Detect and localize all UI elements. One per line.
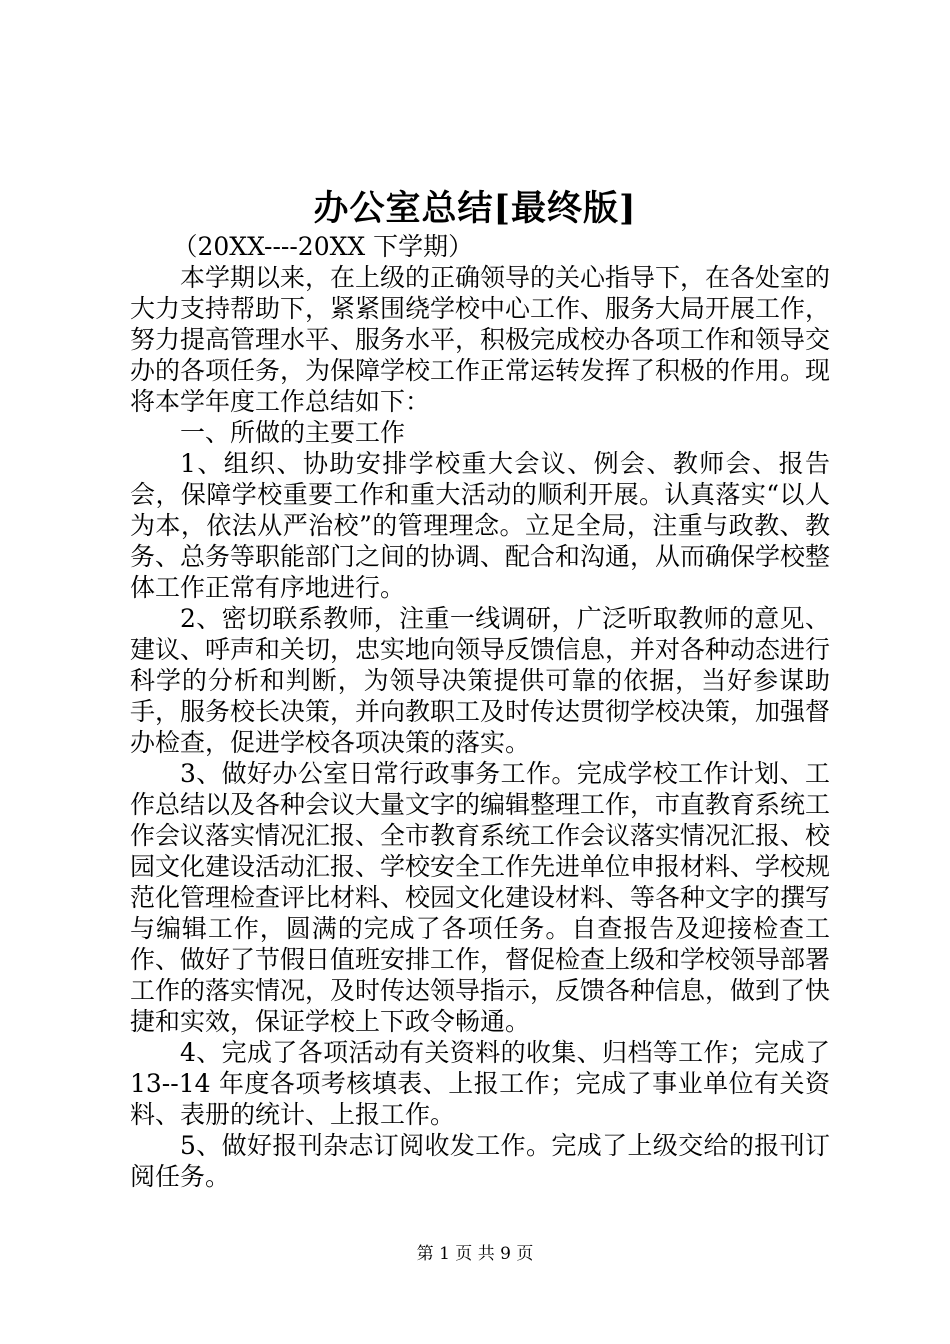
paragraph-intro: 本学期以来，在上级的正确领导的关心指导下，在各处室的大力支持帮助下，紧紧围绕学校中心工作、服务大局开展工作，努力提高管理水平、服务水平，积极完成校办各项工作和领导交办的各项任务，为保障学校工作正常运转发挥了积极的作用。现将本学年度工作总结如下： [130,263,831,416]
page-footer: 第 1 页 共 9 页 [416,1244,534,1264]
section-heading: 一、所做的主要工作 [180,418,406,447]
document-title: 办公室总结[最终版] [313,188,637,229]
paragraph-item-5: 5、做好报刊杂志订阅收发工作。完成了上级交给的报刊订阅任务。 [130,1131,830,1191]
document-body [130,231,830,1192]
paragraph-item-4: 4、完成了各项活动有关资料的收集、归档等工作；完成了13--14 年度各项考核填表、上报工作；完成了事业单位有关资料、表册的统计、上报工作。 [130,1038,830,1129]
paragraph-item-1: 1、组织、协助安排学校重大会议、例会、教师会、报告会，保障学校重要工作和重大活动的顺利开展。认真落实“以人为本，依法从严治校”的管理理念。立足全局，注重与政教、教务、总务等职能部门之间的协调、配合和沟通，从而确保学校整体工作正常有序地进行。 [130,449,831,602]
document-subtitle: （20XX----20XX 下学期） [172,232,474,261]
paragraph-item-3: 3、做好办公室日常行政事务工作。完成学校工作计划、工作总结以及各种会议大量文字的编辑整理工作，市直教育系统工作会议落实情况汇报、全市教育系统工作会议落实情况汇报、校园文化建设活动汇报、学校安全工作先进单位申报材料、学校规范化管理检查评比材料、校园文化建设材料、等各种文字的撰写与编辑工作，圆满的完成了各项任务。自查报告及迎接检查工作、做好了节假日值班安排工作，督促检查上级和学校领导部署工作的落实情况，及时传达领导指示，反馈各种信息，做到了快捷和实效，保证学校上下政令畅通。 [130,759,831,1036]
paragraph-item-2: 2、密切联系教师，注重一线调研，广泛听取教师的意见、建议、呼声和关切，忠实地向领导反馈信息，并对各种动态进行科学的分析和判断，为领导决策提供可靠的依据，当好参谋助手，服务校长决策，并向教职工及时传达贯彻学校决策，加强督办检查，促进学校各项决策的落实。 [130,604,831,757]
